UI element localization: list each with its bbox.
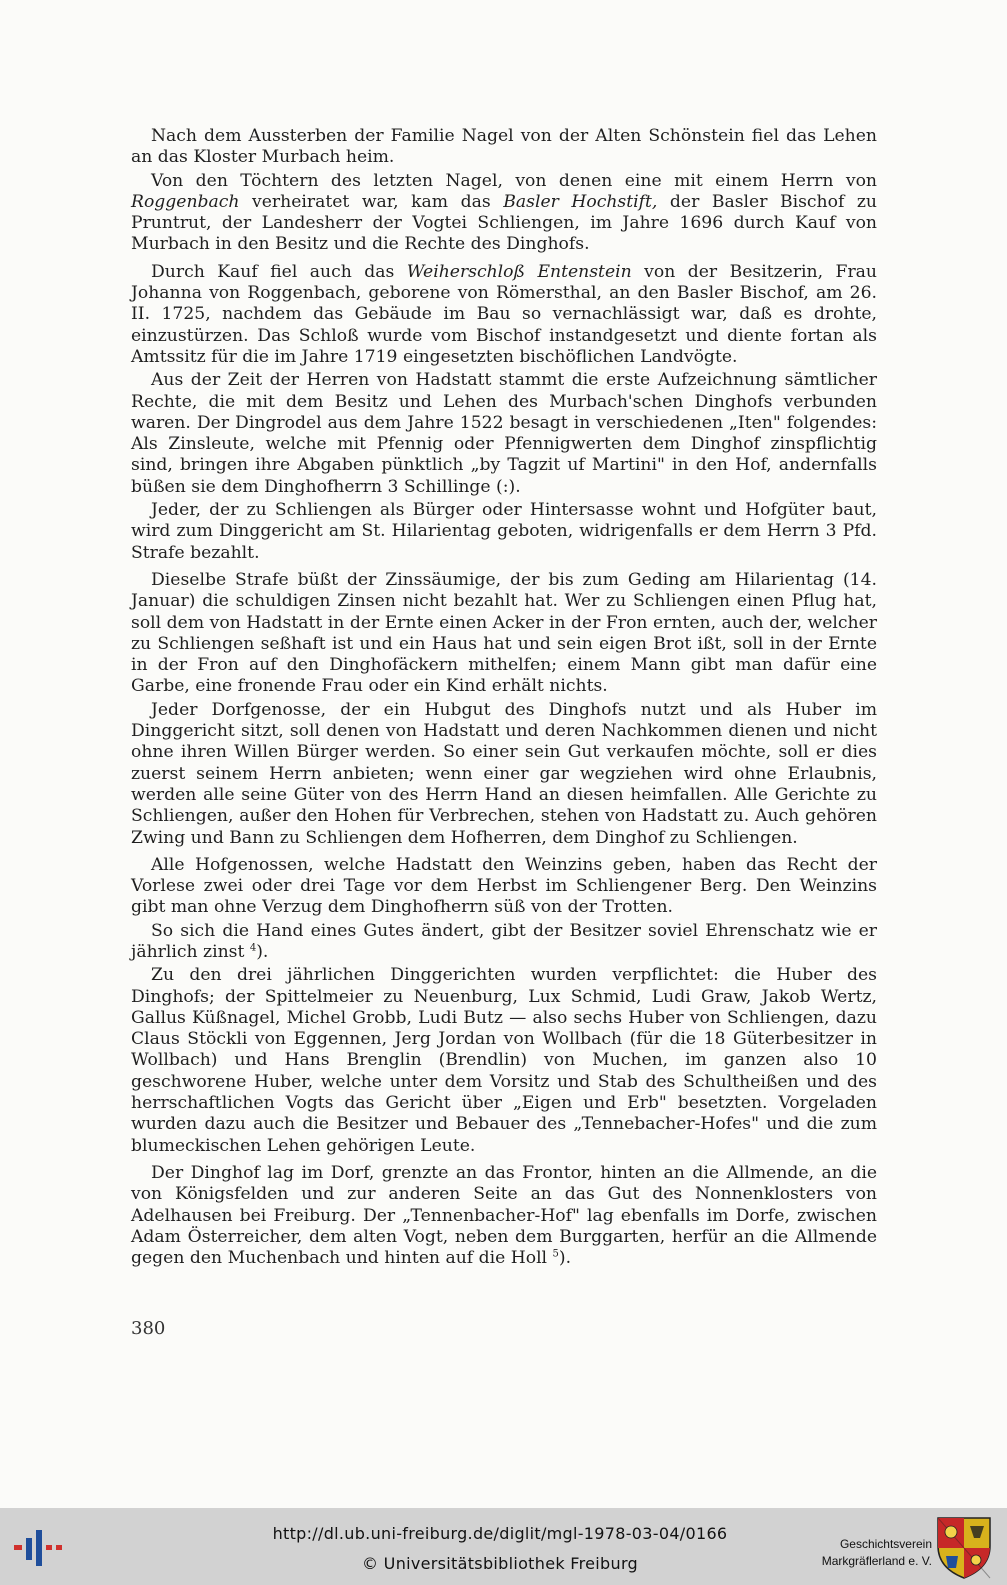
paragraph-2 bbox=[131, 171, 877, 256]
paragraph-11 bbox=[131, 1163, 877, 1269]
coat-of-arms-icon bbox=[936, 1516, 992, 1580]
paragraph-11-text: Der Dinghof lag im Dorf, grenzte an das Frontor, hinten an die Allmende, an die von Königsfelden und zur anderen Seite an das Gut des Nonnenklosters von Adelhausen bei Freiburg. Der „Tennenbacher-Hof" lag ebenfalls im Dorfe, zwischen Adam Österreicher, dem alten Vogt, neben dem Burggarten, herfür an die Allmende gegen den Muchenbach und hinten auf die Holl bbox=[131, 1162, 877, 1269]
footnote-suffix-5: ). bbox=[558, 1248, 572, 1269]
paragraph-4: Aus der Zeit der Herren von Hadstatt stammt die erste Aufzeichnung sämtlicher Rechte, die mit dem Besitz und Lehen des Murbach'schen Dinghofs verbunden waren. Der Dingrodel aus dem Jahre 1522 besagt in verschiedenen „Iten" folgendes: Als Zinsleute, welche mit Pfennig oder Pfennigwerten dem Dinghof zinspflichtig sind, bringen ihre Abgaben pünktlich „by Tagzit uf Martini" in den Hof, andernfalls büßen sie dem Dinghofherrn 3 Schillinge (:). bbox=[131, 370, 877, 497]
paragraph-7: Jeder Dorfgenosse, der ein Hubgut des Dinghofs nutzt und als Huber im Dinggericht sitzt, soll denen von Hadstatt und deren Nachkommen dienen und nicht ohne ihren Willen Bürger werden. So einer sein Gut verkaufen möchte, soll er dies zuerst seinem Herrn anbieten; wenn einer gar wegziehen wird ohne Erlaubnis, werden alle seine Güter von des Herrn Hand an diesen heimfallen. Alle Gerichte zu Schliengen, außer den Hohen für Verbrechen, stehen von Hadstatt zu. Auch gehören Zwing und Bann zu Schliengen dem Hofherren, dem Dinghof zu Schliengen. bbox=[131, 699, 877, 848]
footnote-ref-4: 4 bbox=[249, 942, 257, 954]
paragraph-6: Dieselbe Strafe büßt der Zinssäumige, der bis zum Geding am Hilarientag (14. Januar) die schuldigen Zinsen nicht bezahlt hat. Wer zu Schliengen einen Pflug hat, soll dem von Hadstatt in der Ernte einen Acker in der Fron ernten, auch der, welcher zu Schliengen seßhaft ist und ein Haus hat und sein eigen Brot ißt, soll in der Ernte in der Fron auf den Dinghofäckern mithelfen; einem Mann gibt man dafür eine Garbe, eine fronende Frau oder ein Kind erhält nichts. bbox=[131, 569, 877, 697]
paragraph-10: Zu den drei jährlichen Dinggerichten wurden verpflichtet: die Huber des Dinghofs; der Spittelmeier zu Neuenburg, Lux Schmid, Ludi Graw, Jakob Wertz, Gallus Küßnagel, Michel Grobb, Ludi Butz — also sechs Huber von Schliengen, dazu Claus Stöckli von Eggennen, Jerg Jordan von Wollbach (für die 18 Güterbesitzer in Wollbach) und Hans Brenglin (Brendlin) von Muchen, im ganzen also 10 geschworene Huber, welche unter dem Vorsitz und Stab des Schultheißen und des herrschaftlichen Vogts das Gericht über „Eigen und Erb" besetzten. Vorgeladen wurden dazu auch die Besitzer und Bebauer des „Tennebacher-Hofes" und die zum blumeckischen Lehen gehörigen Leute. bbox=[131, 965, 877, 1156]
library-logo-icon bbox=[12, 1528, 64, 1568]
paragraph-1: Nach dem Aussterben der Familie Nagel von der Alten Schönstein fiel das Lehen an das Kloster Murbach heim. bbox=[131, 126, 877, 168]
paragraph-3-text: Durch Kauf fiel auch das Weiherschloß Entenstein von der Besitzerin, Frau Johanna von Roggenbach, geborene von Römersthal, an den Basler Bischof, am 26. II. 1725, nachdem das Gebäude im Bau so vernachlässigt war, daß es drohte, einzustürzen. Das Schloß wurde vom Bischof instandgesetzt und diente fortan als Amtssitz für die im Jahre 1719 eingesetzten bischöflichen Landvögte. bbox=[131, 261, 877, 367]
paragraph-2-italic-1: Roggenbach bbox=[131, 191, 240, 212]
paragraph-9 bbox=[131, 921, 877, 964]
copyright-notice: © Universitätsbibliothek Freiburg bbox=[362, 1554, 638, 1573]
footer-bar bbox=[0, 1508, 1007, 1585]
society-line-1: Geschichtsverein bbox=[839, 1537, 932, 1551]
footnote-suffix-4: ). bbox=[256, 941, 269, 962]
society-line-2: Markgräflerland e. V. bbox=[821, 1554, 932, 1568]
page-number: 380 bbox=[131, 1318, 166, 1339]
permalink-url[interactable]: http://dl.ub.uni-freiburg.de/diglit/mgl-1978-03-04/0166 bbox=[272, 1524, 728, 1543]
footnote-ref-5: 5 bbox=[552, 1248, 559, 1260]
paragraph-2-text: Von den Töchtern des letzten Nagel, von denen eine mit einem Herrn von Roggenbach verheiratet war, kam das Basler Hochstift, der Basler Bischof zu Pruntrut, der Landesherr der Vogtei Schliengen, im Jahre 1696 durch Kauf von Murbach in den Besitz und die Rechte des Dinghofs. bbox=[131, 170, 877, 255]
paragraph-5: Jeder, der zu Schliengen als Bürger oder Hintersasse wohnt und Hofgüter baut, wird zum Dinggericht am St. Hilarientag geboten, widrigenfalls er dem Herrn 3 Pfd. Strafe bezahlt. bbox=[131, 500, 877, 563]
paragraph-8: Alle Hofgenossen, welche Hadstatt den Weinzins geben, haben das Recht der Vorlese zwei oder drei Tage vor dem Herbst im Schliengener Berg. Den Weinzins gibt man ohne Verzug dem Dinghofherrn süß von der Trotten. bbox=[131, 854, 877, 918]
body-text bbox=[131, 126, 877, 1271]
paragraph-2-italic-2: Basler Hochstift, bbox=[503, 191, 658, 212]
paragraph-3-italic-1: Weiherschloß Entenstein bbox=[406, 261, 632, 282]
society-name bbox=[806, 1536, 932, 1570]
paragraph-9-text: So sich die Hand eines Gutes ändert, gibt der Besitzer soviel Ehrenschatz wie er jährlich zinst bbox=[131, 920, 877, 962]
paragraph-3 bbox=[131, 262, 877, 368]
